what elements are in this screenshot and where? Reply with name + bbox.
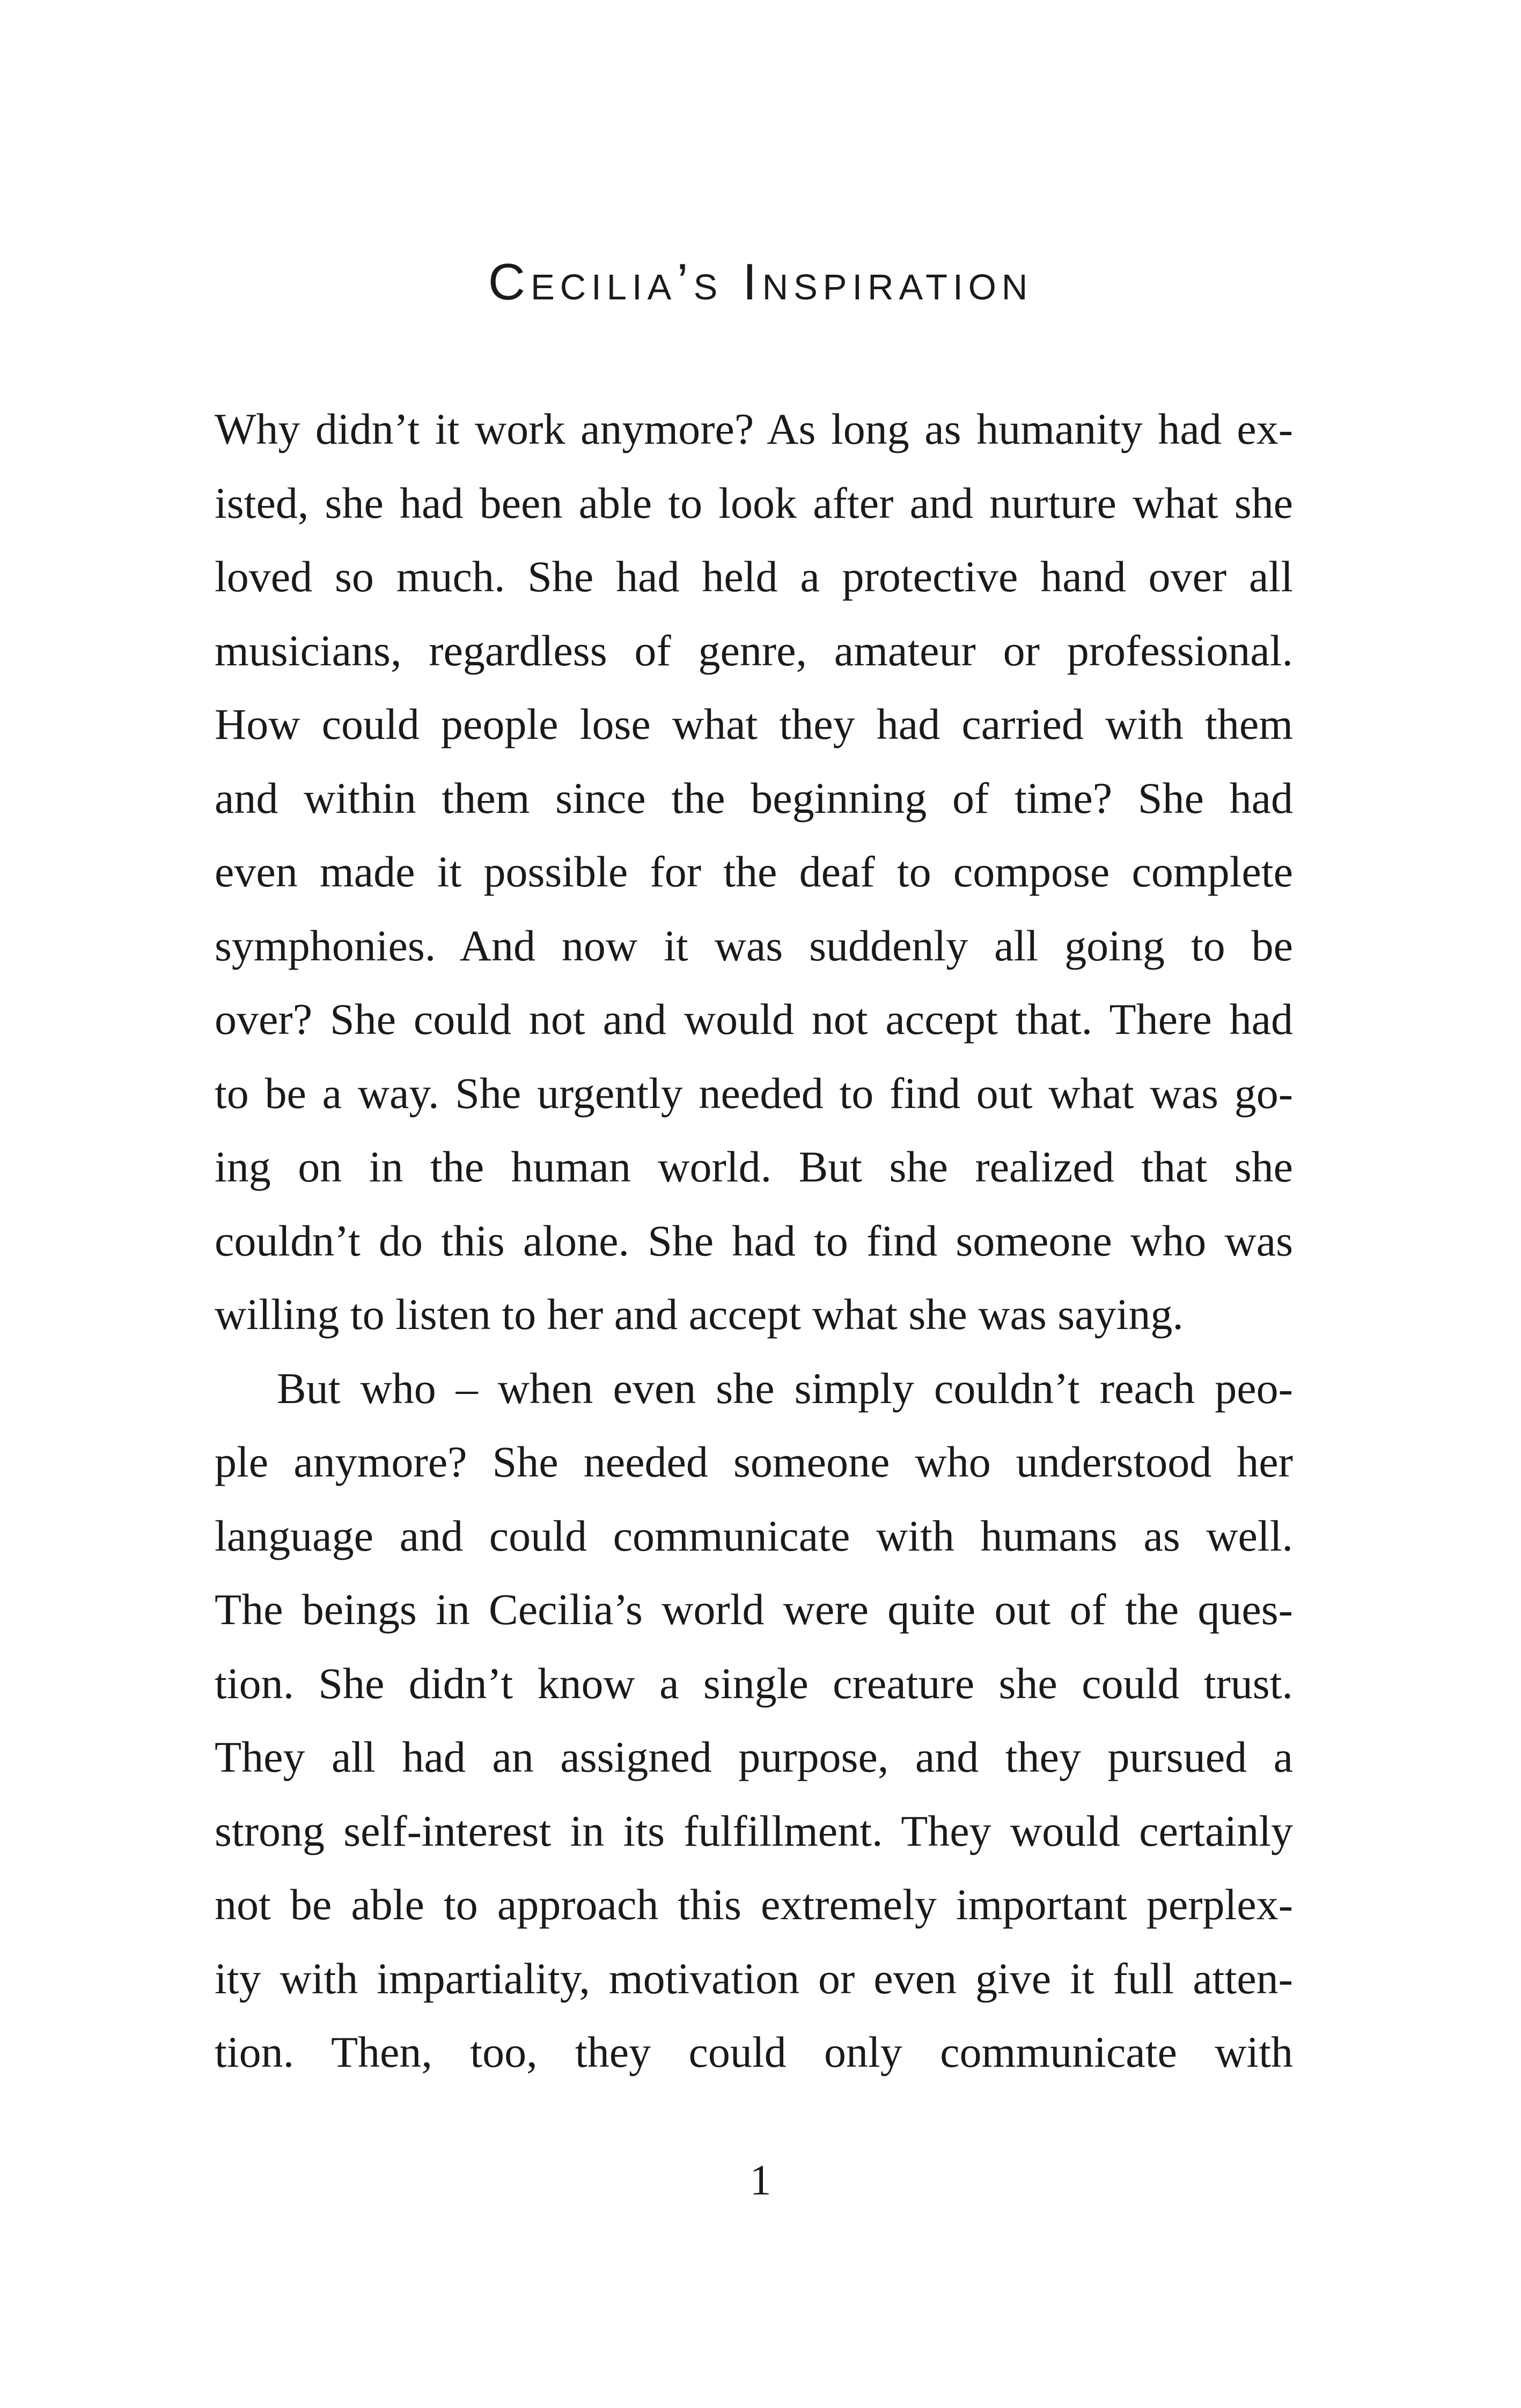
text-line: ing on in the human world. But she realized that she	[215, 1142, 1293, 1191]
text-line: They all had an assigned purpose, and they pursued a	[215, 1732, 1293, 1781]
text-line: even made it possible for the deaf to compose complete	[215, 847, 1293, 896]
body-text	[215, 392, 1293, 2089]
running-head: Cecilia’s Inspiration	[488, 253, 1033, 311]
text-line: The beings in Cecilia’s world were quite out of the ques-	[215, 1585, 1293, 1634]
text-line: not be able to approach this extremely important perplex-	[215, 1880, 1293, 1929]
text-line: tion. She didn’t know a single creature she could trust.	[215, 1658, 1293, 1708]
text-line: language and could communicate with humans as well.	[215, 1511, 1293, 1560]
text-line: loved so much. She had held a protective hand over all	[215, 552, 1293, 601]
text-line: How could people lose what they had carried with them	[215, 700, 1293, 748]
paragraph-2	[215, 1352, 1293, 2089]
text-line: couldn’t do this alone. She had to find someone who was	[215, 1216, 1293, 1265]
text-line: symphonies. And now it was suddenly all going to be	[215, 921, 1293, 970]
text-line: ity with impartiality, motivation or even give it full atten-	[215, 1954, 1293, 2003]
text-line: to be a way. She urgently needed to find out what was go-	[215, 1068, 1293, 1118]
text-line: Why didn’t it work anymore? As long as humanity had ex-	[215, 405, 1293, 453]
paragraph-1	[215, 392, 1293, 1352]
text-line: musicians, regardless of genre, amateur or professional.	[215, 626, 1293, 675]
text-line: willing to listen to her and accept what she was saying.	[215, 1290, 1184, 1339]
text-line: and within them since the beginning of time? She had	[215, 773, 1293, 823]
text-line: ple anymore? She needed someone who understood her	[215, 1437, 1293, 1486]
text-line: over? She could not and would not accept that. There had	[215, 995, 1293, 1044]
page-number: 1	[750, 2157, 771, 2204]
text-line: But who – when even she simply couldn’t reach peo-	[277, 1363, 1293, 1413]
text-line: isted, she had been able to look after and nurture what she	[215, 478, 1293, 527]
text-line: tion. Then, too, they could only communicate with	[215, 2028, 1293, 2076]
text-line: strong self-interest in its fulfillment. They would certainly	[215, 1806, 1293, 1855]
